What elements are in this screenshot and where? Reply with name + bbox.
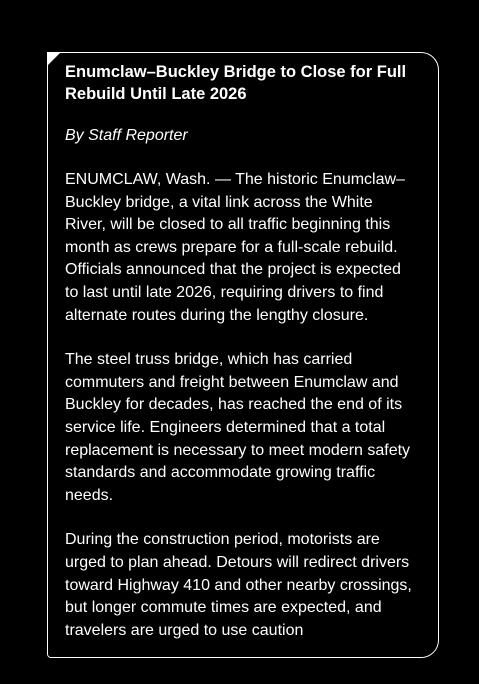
bottom-edge xyxy=(48,647,438,657)
article-paragraph: During the construction period, motorists are urged to plan ahead. Detours will redirect drivers toward Highway 410 and other nearby crossings, but longer commute times are expected, and travelers are urged to use caution xyxy=(65,531,412,639)
article-paragraph: ENUMCLAW, Wash. — The historic Enumclaw–Buckley bridge, a vital link across the White River, will be closed to all traffic beginning this month as crews prepare for a full-scale rebuild. Officials announced that the project is expected to last until late 2026, requiring drivers to find alternate routes during the lengthy closure. xyxy=(65,171,405,324)
article-headline: Enumclaw–Buckley Bridge to Close for Full Rebuild Until Late 2026 xyxy=(65,63,407,103)
article-byline: By Staff Reporter xyxy=(65,127,188,144)
article-content xyxy=(65,61,415,658)
article-card xyxy=(47,52,439,658)
article-paragraph: The steel truss bridge, which has carried commuters and freight between Enumclaw and Buckley for decades, has reached the end of its service life. Engineers determined that a total replacement is necessary to meet modern safety standards and accommodate growing traffic needs. xyxy=(65,351,411,504)
